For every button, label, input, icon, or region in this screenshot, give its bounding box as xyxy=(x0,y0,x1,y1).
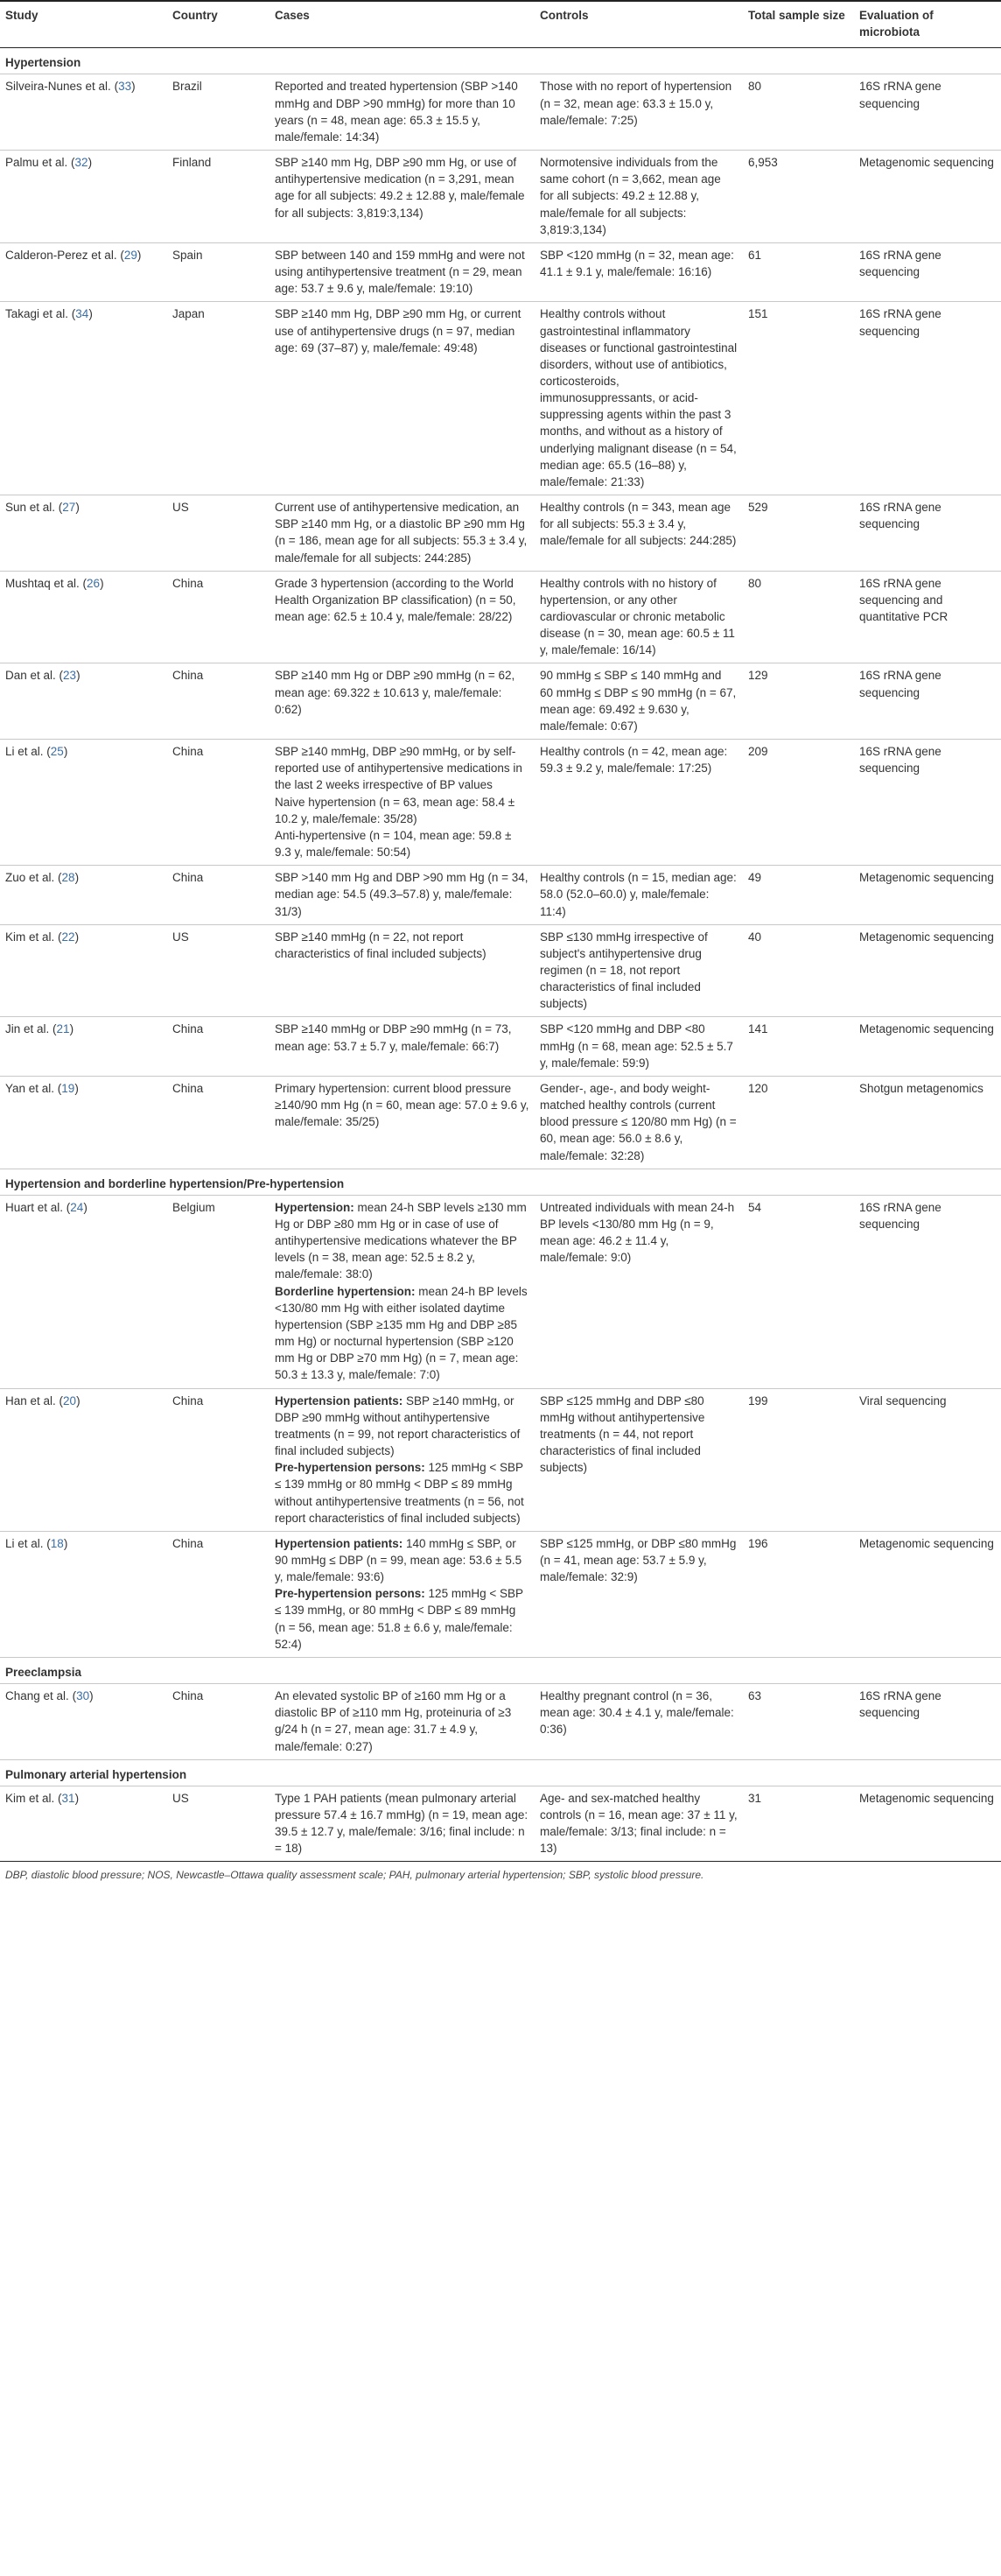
total-sample-size-cell: 151 xyxy=(743,302,854,495)
cases-paragraph xyxy=(275,1535,529,1585)
cases-paragraph xyxy=(275,743,529,793)
cases-paragraph xyxy=(275,1585,529,1653)
study-name: Kim et al. xyxy=(5,930,55,944)
evaluation-cell: 16S rRNA gene sequencing xyxy=(854,242,1001,301)
controls-cell: Those with no report of hypertension (n = 32, mean age: 63.3 ± 15.0 y, male/female: 7:25) xyxy=(535,74,743,151)
country-cell: Finland xyxy=(167,151,270,243)
cases-paragraph xyxy=(275,1393,529,1460)
cases-paragraph xyxy=(275,305,529,355)
cases-paragraph xyxy=(275,575,529,625)
cases-text: mean 24-h SBP levels ≥130 mm Hg or DBP ≥80 mm Hg or in case of use of antihypertensive medications whatever the BP levels (n = 38, mean age: 52.5 ± 8.2 y, male/female: 38:0) xyxy=(275,1200,527,1281)
study-name: Jin et al. xyxy=(5,1022,50,1036)
evaluation-cell: 16S rRNA gene sequencing xyxy=(854,1195,1001,1388)
controls-cell: Age- and sex-matched healthy controls (n = 16, mean age: 37 ± 11 y, male/female: 3/13; final include: n = 13) xyxy=(535,1786,743,1862)
cases-group-label: Pre-hypertension persons: xyxy=(275,1461,425,1475)
total-sample-size-cell: 54 xyxy=(743,1195,854,1388)
cases-cell xyxy=(270,866,535,924)
reference-link[interactable]: 30 xyxy=(76,1689,90,1703)
cases-paragraph xyxy=(275,929,529,962)
study-name: Palmu et al. xyxy=(5,156,68,170)
cases-text: SBP ≥140 mmHg, or DBP ≥90 mmHg without antihypertensive treatments (n = 99, not report characteristics of final included subjects) xyxy=(275,1393,521,1458)
controls-cell: SBP <120 mmHg (n = 32, mean age: 41.1 ± 9.1 y, male/female: 16:16) xyxy=(535,242,743,301)
section-title: Hypertension xyxy=(0,48,1001,74)
table-row xyxy=(0,1076,1001,1169)
reference-link[interactable]: 21 xyxy=(56,1022,70,1036)
cases-cell xyxy=(270,242,535,301)
reference-link[interactable]: 33 xyxy=(118,80,132,94)
cases-paragraph xyxy=(275,667,529,717)
cases-cell xyxy=(270,740,535,866)
table-row xyxy=(0,663,1001,740)
cases-cell xyxy=(270,1786,535,1862)
study-cell: Kim et al. (22) xyxy=(0,924,167,1017)
study-cell: Yan et al. (19) xyxy=(0,1076,167,1169)
evaluation-cell: Metagenomic sequencing xyxy=(854,924,1001,1017)
total-sample-size-cell: 129 xyxy=(743,663,854,740)
cases-paragraph xyxy=(275,869,529,919)
header-country: Country xyxy=(167,1,270,48)
table-row xyxy=(0,1017,1001,1076)
cases-group-label: Borderline hypertension: xyxy=(275,1284,416,1298)
cases-cell xyxy=(270,1017,535,1076)
total-sample-size-cell: 196 xyxy=(743,1531,854,1657)
controls-cell: SBP <120 mmHg and DBP <80 mmHg (n = 68, mean age: 52.5 ± 5.7 y, male/female: 59:9) xyxy=(535,1017,743,1076)
total-sample-size-cell: 6,953 xyxy=(743,151,854,243)
cases-text: 140 mmHg ≤ SBP, or 90 mmHg ≤ DBP (n = 99, mean age: 53.6 ± 5.5 y, male/female: 93:6) xyxy=(275,1536,522,1584)
cases-text: Type 1 PAH patients (mean pulmonary arterial pressure 57.4 ± 16.7 mmHg) (n = 19, mean age: 39.5 ± 12.7 y, male/female: 3/16; final include: n = 18) xyxy=(275,1791,528,1856)
header-total-sample-size: Total sample size xyxy=(743,1,854,48)
section-row xyxy=(0,1169,1001,1195)
cases-text: mean 24-h BP levels <130/80 mm Hg with either isolated daytime hypertension (SBP ≥135 mm Hg and DBP ≥85 mm Hg) or nocturnal hypertension (SBP ≥120 mm Hg or DBP ≥70 mm Hg) (n = 7, mean age: 50.3 ± 13.3 y, male/female: 7:0) xyxy=(275,1284,528,1382)
study-cell: Chang et al. (30) xyxy=(0,1684,167,1760)
controls-cell: Normotensive individuals from the same cohort (n = 3,662, mean age for all subjects: 49.2 ± 12.88 y, male/female for all subjects: 3,819:3,134) xyxy=(535,151,743,243)
table-row xyxy=(0,924,1001,1017)
study-cell: Li et al. (25) xyxy=(0,740,167,866)
cases-paragraph xyxy=(275,1021,529,1054)
cases-text: An elevated systolic BP of ≥160 mm Hg or a diastolic BP of ≥110 mm Hg, proteinuria of ≥3 g/24 h (n = 27, mean age: 31.7 ± 4.9 y, male/female: 0:27) xyxy=(275,1689,512,1753)
controls-cell: Healthy pregnant control (n = 36, mean age: 30.4 ± 4.1 y, male/female: 0:36) xyxy=(535,1684,743,1760)
cases-text: Reported and treated hypertension (SBP >140 mmHg and DBP >90 mmHg) for more than 10 years (n = 48, mean age: 65.3 ± 15.5 y, male/female: 14:34) xyxy=(275,80,518,144)
section-title: Pulmonary arterial hypertension xyxy=(0,1759,1001,1786)
table-row xyxy=(0,495,1001,572)
evaluation-cell: 16S rRNA gene sequencing xyxy=(854,74,1001,151)
country-cell: Spain xyxy=(167,242,270,301)
table-row xyxy=(0,1786,1001,1862)
evaluation-cell: Viral sequencing xyxy=(854,1388,1001,1531)
total-sample-size-cell: 141 xyxy=(743,1017,854,1076)
study-cell: Dan et al. (23) xyxy=(0,663,167,740)
section-title: Preeclampsia xyxy=(0,1657,1001,1683)
study-name: Kim et al. xyxy=(5,1791,55,1805)
study-name: Calderon-Perez et al. xyxy=(5,248,117,262)
evaluation-cell: Metagenomic sequencing xyxy=(854,151,1001,243)
cases-paragraph xyxy=(275,1688,529,1755)
reference-link[interactable]: 31 xyxy=(61,1791,75,1805)
country-cell: US xyxy=(167,495,270,572)
evaluation-cell: Metagenomic sequencing xyxy=(854,1531,1001,1657)
cases-group-label: Hypertension patients: xyxy=(275,1393,403,1407)
evaluation-cell: 16S rRNA gene sequencing xyxy=(854,302,1001,495)
country-cell: China xyxy=(167,571,270,663)
country-cell: Brazil xyxy=(167,74,270,151)
table-footnote: DBP, diastolic blood pressure; NOS, Newcastle–Ottawa quality assessment scale; PAH, pulmonary arterial hypertension; SBP, systolic blood pressure. xyxy=(5,1869,704,1882)
reference-link[interactable]: 19 xyxy=(61,1081,75,1095)
study-cell: Jin et al. (21) xyxy=(0,1017,167,1076)
cases-paragraph xyxy=(275,1080,529,1130)
cases-text: 125 mmHg < SBP ≤ 139 mmHg, or 80 mmHg < DBP ≤ 89 mmHg (n = 56, mean age: 51.8 ± 6.6 y, male/female: 52:4) xyxy=(275,1587,523,1651)
cases-text: Grade 3 hypertension (according to the World Health Organization BP classification) (n = 50, mean age: 62.5 ± 10.4 y, male/female: 28/22) xyxy=(275,576,516,623)
study-name: Dan et al. xyxy=(5,669,56,683)
table-row xyxy=(0,866,1001,924)
controls-cell: Gender-, age-, and body weight-matched healthy controls (current blood pressure ≤ 120/80 mm Hg) (n = 60, mean age: 56.0 ± 8.6 y, male/female: 32:28) xyxy=(535,1076,743,1169)
reference-link[interactable]: 20 xyxy=(63,1393,77,1407)
table-body xyxy=(0,48,1001,1862)
evaluation-cell: 16S rRNA gene sequencing xyxy=(854,495,1001,572)
table-row xyxy=(0,571,1001,663)
controls-cell: SBP ≤125 mmHg, or DBP ≤80 mmHg (n = 41, mean age: 53.7 ± 5.9 y, male/female: 32:9) xyxy=(535,1531,743,1657)
cases-text: Anti-hypertensive (n = 104, mean age: 59.8 ± 9.3 y, male/female: 50:54) xyxy=(275,828,512,860)
cases-paragraph xyxy=(275,247,529,297)
section-row xyxy=(0,1657,1001,1683)
evaluation-cell: 16S rRNA gene sequencing xyxy=(854,740,1001,866)
country-cell: China xyxy=(167,1531,270,1657)
cases-cell xyxy=(270,924,535,1017)
cases-group-label: Pre-hypertension persons: xyxy=(275,1587,425,1601)
cases-cell xyxy=(270,151,535,243)
cases-paragraph xyxy=(275,1283,529,1384)
table-row xyxy=(0,1195,1001,1388)
reference-link[interactable]: 22 xyxy=(61,930,75,944)
cases-text: SBP ≥140 mm Hg, DBP ≥90 mm Hg, or use of antihypertensive medication (n = 3,291, mean age for all subjects: 49.2 ± 12.88 y, male/female for all subjects: 3,819:3,134) xyxy=(275,156,525,220)
cases-text: SBP ≥140 mmHg (n = 22, not report characteristics of final included subjects) xyxy=(275,930,486,960)
country-cell: China xyxy=(167,1388,270,1531)
controls-cell: Healthy controls with no history of hypertension, or any other cardiovascular or chronic metabolic disease (n = 30, mean age: 60.5 ± 11 y, male/female: 16/14) xyxy=(535,571,743,663)
table-row xyxy=(0,74,1001,151)
cases-text: SBP ≥140 mmHg, DBP ≥90 mmHg, or by self-reported use of antihypertensive medications in the last 2 weeks irrespective of BP values xyxy=(275,745,522,792)
controls-cell: 90 mmHg ≤ SBP ≤ 140 mmHg and 60 mmHg ≤ DBP ≤ 90 mmHg (n = 67, mean age: 69.492 ± 9.630 y, male/female: 0:67) xyxy=(535,663,743,740)
reference-link[interactable]: 24 xyxy=(70,1200,84,1214)
country-cell: China xyxy=(167,1076,270,1169)
study-cell: Han et al. (20) xyxy=(0,1388,167,1531)
cases-paragraph xyxy=(275,1790,529,1857)
table-row xyxy=(0,1388,1001,1531)
cases-cell xyxy=(270,1684,535,1760)
total-sample-size-cell: 209 xyxy=(743,740,854,866)
study-cell: Palmu et al. (32) xyxy=(0,151,167,243)
study-cell: Mushtaq et al. (26) xyxy=(0,571,167,663)
total-sample-size-cell: 49 xyxy=(743,866,854,924)
reference-link[interactable]: 25 xyxy=(50,745,64,759)
cases-paragraph xyxy=(275,154,529,221)
total-sample-size-cell: 80 xyxy=(743,74,854,151)
reference-link[interactable]: 29 xyxy=(123,248,137,262)
reference-link[interactable]: 26 xyxy=(87,576,101,590)
total-sample-size-cell: 529 xyxy=(743,495,854,572)
evaluation-cell: Shotgun metagenomics xyxy=(854,1076,1001,1169)
total-sample-size-cell: 61 xyxy=(743,242,854,301)
evaluation-cell: 16S rRNA gene sequencing xyxy=(854,663,1001,740)
cases-cell xyxy=(270,1531,535,1657)
cases-group-label: Hypertension: xyxy=(275,1200,354,1214)
section-title: Hypertension and borderline hypertension/Pre-hypertension xyxy=(0,1169,1001,1195)
cases-cell xyxy=(270,1388,535,1531)
study-cell: Silveira-Nunes et al. (33) xyxy=(0,74,167,151)
section-row xyxy=(0,1759,1001,1786)
cases-text: SBP ≥140 mm Hg or DBP ≥90 mmHg (n = 62, mean age: 69.322 ± 10.613 y, male/female: 0:62) xyxy=(275,669,515,716)
study-cell: Huart et al. (24) xyxy=(0,1195,167,1388)
cases-text: 125 mmHg < SBP ≤ 139 mmHg or 80 mmHg < DBP ≤ 89 mmHg without antihypertensive treatments (n = 56, not report characteristics of final included subjects) xyxy=(275,1461,524,1525)
reference-link[interactable]: 27 xyxy=(62,501,76,515)
reference-link[interactable]: 34 xyxy=(75,307,89,321)
table-row xyxy=(0,1531,1001,1657)
reference-link[interactable]: 28 xyxy=(61,871,75,885)
study-name: Sun et al. xyxy=(5,501,56,515)
table-row xyxy=(0,242,1001,301)
header-row xyxy=(0,1,1001,48)
cases-text: SBP between 140 and 159 mmHg and were not using antihypertensive treatment (n = 29, mean age: 53.7 ± 9.6 y, male/female: 19:10) xyxy=(275,248,525,296)
evaluation-cell: 16S rRNA gene sequencing and quantitative PCR xyxy=(854,571,1001,663)
total-sample-size-cell: 120 xyxy=(743,1076,854,1169)
cases-cell xyxy=(270,495,535,572)
country-cell: US xyxy=(167,924,270,1017)
evaluation-cell: Metagenomic sequencing xyxy=(854,866,1001,924)
table-row xyxy=(0,302,1001,495)
study-name: Chang et al. xyxy=(5,1689,69,1703)
study-cell: Li et al. (18) xyxy=(0,1531,167,1657)
cases-cell xyxy=(270,1076,535,1169)
table-row xyxy=(0,740,1001,866)
study-cell: Sun et al. (27) xyxy=(0,495,167,572)
country-cell: Belgium xyxy=(167,1195,270,1388)
reference-link[interactable]: 18 xyxy=(50,1536,64,1550)
controls-cell: Healthy controls without gastrointestinal inflammatory diseases or functional gastrointestinal disorders, without use of antibiotics, corticosteroids, immunosuppressants, or acid-suppressing agents within the past 3 months, and without as a history of underlying malignant disease (n = 54, median age: 65.5 (16–88) y, male/female: 21:33) xyxy=(535,302,743,495)
controls-cell: SBP ≤125 mmHg and DBP ≤80 mmHg without antihypertensive treatments (n = 44, not report characteristics of final included subjects) xyxy=(535,1388,743,1531)
cases-paragraph xyxy=(275,794,529,827)
controls-cell: Untreated individuals with mean 24-h BP levels <130/80 mm Hg (n = 9, mean age: 46.2 ± 11.4 y, male/female: 9:0) xyxy=(535,1195,743,1388)
cases-group-label: Hypertension patients: xyxy=(275,1536,403,1550)
cases-text: SBP ≥140 mmHg or DBP ≥90 mmHg (n = 73, mean age: 53.7 ± 5.7 y, male/female: 66:7) xyxy=(275,1022,512,1053)
country-cell: China xyxy=(167,1017,270,1076)
header-study: Study xyxy=(0,1,167,48)
cases-cell xyxy=(270,1195,535,1388)
controls-cell: Healthy controls (n = 42, mean age: 59.3 ± 9.2 y, male/female: 17:25) xyxy=(535,740,743,866)
study-name: Li et al. xyxy=(5,1536,44,1550)
cases-cell xyxy=(270,571,535,663)
study-name: Mushtaq et al. xyxy=(5,576,80,590)
controls-cell: SBP ≤130 mmHg irrespective of subject's antihypertensive drug regimen (n = 18, not report characteristics of final included subjects) xyxy=(535,924,743,1017)
controls-cell: Healthy controls (n = 15, median age: 58.0 (52.0–60.0) y, male/female: 11:4) xyxy=(535,866,743,924)
total-sample-size-cell: 80 xyxy=(743,571,854,663)
study-name: Li et al. xyxy=(5,745,44,759)
country-cell: China xyxy=(167,740,270,866)
study-name: Zuo et al. xyxy=(5,871,55,885)
cases-paragraph xyxy=(275,1459,529,1527)
cases-cell xyxy=(270,74,535,151)
cases-paragraph xyxy=(275,78,529,145)
total-sample-size-cell: 63 xyxy=(743,1684,854,1760)
country-cell: China xyxy=(167,1684,270,1760)
header-evaluation-of-microbiota: Evaluation of microbiota xyxy=(854,1,1001,48)
table-row xyxy=(0,1684,1001,1760)
controls-cell: Healthy controls (n = 343, mean age for all subjects: 55.3 ± 3.4 y, male/female for all subjects: 244:285) xyxy=(535,495,743,572)
evaluation-cell: 16S rRNA gene sequencing xyxy=(854,1684,1001,1760)
study-name: Huart et al. xyxy=(5,1200,64,1214)
country-cell: China xyxy=(167,866,270,924)
cases-text: SBP ≥140 mm Hg, DBP ≥90 mm Hg, or current use of antihypertensive drugs (n = 97, median age: 69 (37–87) y, male/female: 49:48) xyxy=(275,307,522,354)
table-row xyxy=(0,151,1001,243)
reference-link[interactable]: 23 xyxy=(63,669,77,683)
section-row xyxy=(0,48,1001,74)
study-cell: Kim et al. (31) xyxy=(0,1786,167,1862)
cases-paragraph xyxy=(275,827,529,860)
cases-text: SBP >140 mm Hg and DBP >90 mm Hg (n = 34, median age: 54.5 (49.3–57.8) y, male/female: 31/3) xyxy=(275,871,528,918)
study-cell: Zuo et al. (28) xyxy=(0,866,167,924)
study-name: Takagi et al. xyxy=(5,307,69,321)
country-cell: China xyxy=(167,663,270,740)
header-cases: Cases xyxy=(270,1,535,48)
cases-paragraph xyxy=(275,1199,529,1283)
evaluation-cell: Metagenomic sequencing xyxy=(854,1017,1001,1076)
total-sample-size-cell: 31 xyxy=(743,1786,854,1862)
cases-text: Current use of antihypertensive medication, an SBP ≥140 mm Hg, or a diastolic BP ≥90 mm Hg (n = 186, mean age for all subjects: 55.3 ± 3.4 y, male/female for all subjects: 244:285) xyxy=(275,501,528,565)
total-sample-size-cell: 40 xyxy=(743,924,854,1017)
evaluation-cell: Metagenomic sequencing xyxy=(854,1786,1001,1862)
cases-cell xyxy=(270,663,535,740)
study-name: Silveira-Nunes et al. xyxy=(5,80,111,94)
country-cell: Japan xyxy=(167,302,270,495)
cases-paragraph xyxy=(275,499,529,566)
country-cell: US xyxy=(167,1786,270,1862)
study-cell: Calderon-Perez et al. (29) xyxy=(0,242,167,301)
cases-cell xyxy=(270,302,535,495)
reference-link[interactable]: 32 xyxy=(74,156,88,170)
cases-text: Primary hypertension: current blood pressure ≥140/90 mm Hg (n = 60, mean age: 57.0 ± 9.6 y, male/female: 35/25) xyxy=(275,1081,529,1129)
study-cell: Takagi et al. (34) xyxy=(0,302,167,495)
header-controls: Controls xyxy=(535,1,743,48)
cases-text: Naive hypertension (n = 63, mean age: 58.4 ± 10.2 y, male/female: 35/28) xyxy=(275,795,515,825)
study-name: Yan et al. xyxy=(5,1081,55,1095)
study-name: Han et al. xyxy=(5,1393,56,1407)
total-sample-size-cell: 199 xyxy=(743,1388,854,1531)
